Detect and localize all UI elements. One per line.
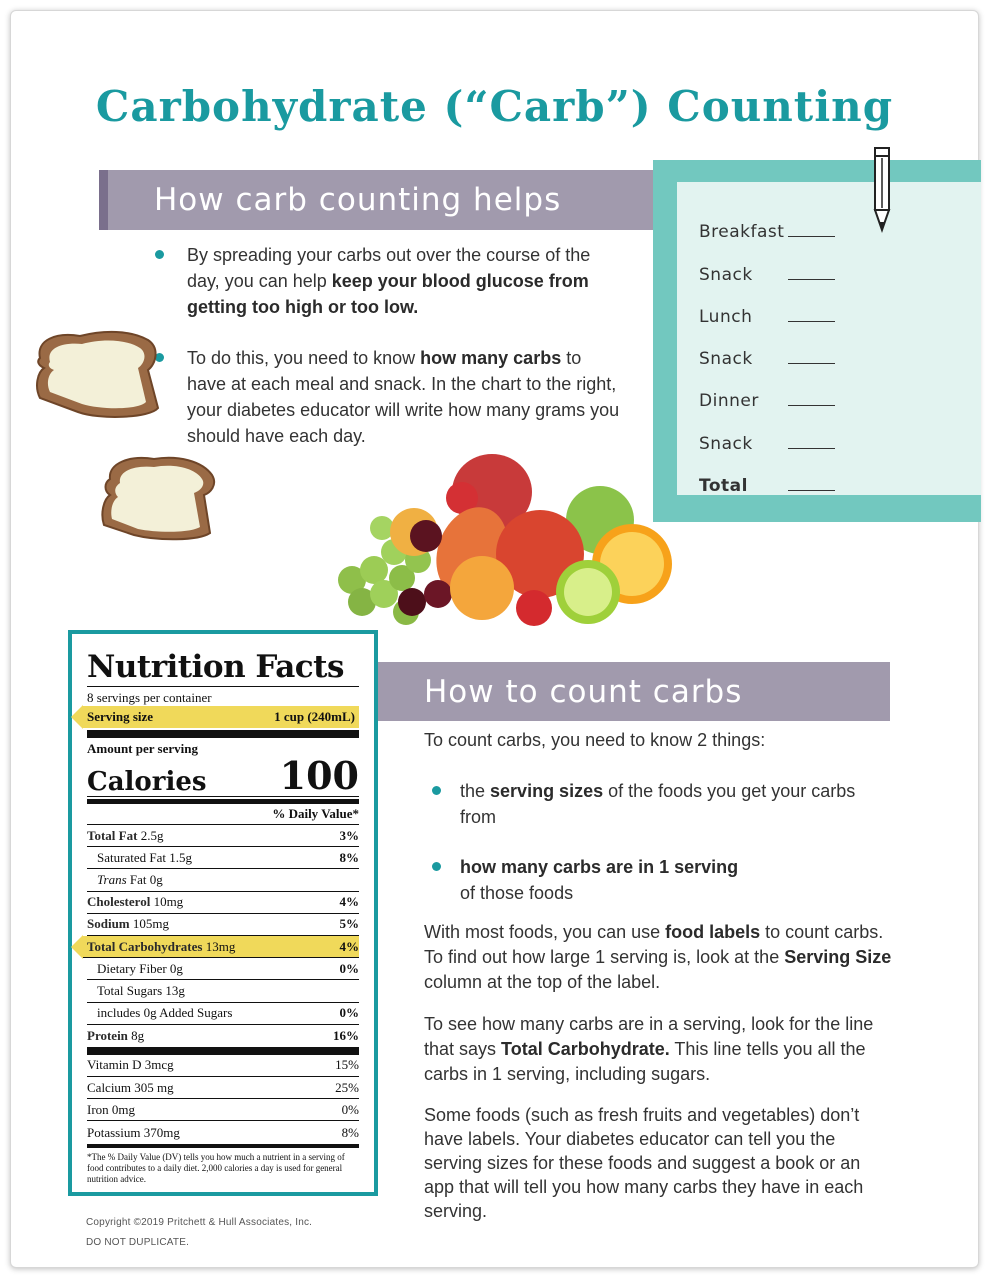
bullet-item	[155, 345, 625, 449]
vitamin-dv: 15%	[335, 1057, 359, 1073]
vitamin-name: Vitamin D 3mcg	[87, 1057, 174, 1073]
nutrient-name: Saturated Fat	[97, 849, 166, 865]
nutrient-name: Protein	[87, 1027, 128, 1043]
bread-slice-icon	[30, 328, 160, 420]
copyright-line: Copyright ©2019 Pritchett & Hull Associates, Inc.	[86, 1217, 313, 1228]
nutrient-name: Total Fat	[87, 827, 138, 843]
meal-blank-line	[788, 279, 835, 280]
nutrient-amount: 8g	[131, 1027, 145, 1043]
highlight-arrow-icon	[71, 705, 83, 729]
paragraph-food-labels	[424, 920, 894, 995]
nutrition-facts-label	[68, 630, 378, 1196]
meal-blank-line	[788, 448, 835, 449]
strawberry-icon	[516, 590, 552, 626]
meal-row-breakfast	[699, 200, 981, 242]
nutrient-amount: 13mg	[205, 938, 236, 954]
bread-slice-icon	[98, 453, 218, 541]
paragraph-bold: Serving Size	[784, 947, 892, 967]
paragraph-text: to count carbs. To find out how large 1 serving is, look at the	[424, 922, 884, 967]
vitamin-dv: 8%	[341, 1124, 359, 1140]
nutrient-amount: 0g	[169, 960, 183, 976]
nutrient-row	[87, 825, 359, 847]
nutrient-row	[87, 980, 359, 1002]
nutrition-facts-inner	[87, 650, 359, 1185]
amount-per-serving: Amount per serving	[87, 741, 198, 756]
nutrient-name: Dietary Fiber	[97, 960, 167, 976]
nutrient-row	[87, 914, 359, 936]
nutrient-dv: 8%	[339, 849, 359, 865]
page-title: Carbohydrate (“Carb”) Counting	[95, 82, 894, 131]
nutrient-dv: 16%	[333, 1027, 359, 1043]
nutrient-dv: 4%	[339, 894, 359, 910]
nutrient-dv: 4%	[339, 938, 359, 954]
nutrient-amount: 13g	[165, 982, 185, 998]
bullet-bold-text: how many carbs	[420, 348, 562, 368]
paragraph-text: With most foods, you can use	[424, 922, 666, 942]
meal-label: Snack	[699, 264, 753, 285]
cherry-icon	[410, 520, 442, 552]
meal-row-lunch	[699, 285, 981, 327]
vitamin-row	[87, 1099, 359, 1121]
nutrient-dv: 5%	[339, 916, 359, 932]
section-heading-how-to-count-carbs: How to count carbs	[378, 662, 890, 721]
nutrient-name: Total Sugars	[97, 982, 163, 998]
paragraph-bold: food labels	[665, 922, 761, 942]
nutrient-row-total-carbohydrates	[83, 936, 359, 958]
meal-row-snack	[699, 242, 981, 284]
serving-size-row	[83, 706, 359, 728]
bullet-text: of the foods you get your carbs from	[460, 781, 856, 827]
bullet-dot-icon	[155, 250, 164, 259]
paragraph-text: This line tells you all the carbs in 1 serving, including sugars.	[424, 1039, 866, 1084]
meal-carb-chart	[653, 160, 981, 522]
vitamin-name: Potassium 370mg	[87, 1124, 180, 1140]
meal-blank-line	[788, 405, 835, 406]
meal-blank-line	[788, 363, 835, 364]
bullet-text: To do this, you need to know	[187, 348, 421, 368]
bullet-bold-text: serving sizes	[490, 781, 604, 801]
nutrient-row	[87, 869, 359, 891]
bullet-bold-text: how many carbs are in 1 serving	[460, 857, 739, 877]
cherry-icon	[424, 580, 452, 608]
meal-row-total	[699, 454, 981, 496]
nutrient-row	[87, 847, 359, 869]
serving-size-label: Serving size	[87, 709, 154, 724]
bullet-bold-text: keep your blood glucose from getting too high or too low.	[187, 271, 589, 317]
rule	[87, 730, 359, 738]
nutrient-amount: 10mg	[153, 894, 184, 910]
nutrient-amount: 1.5g	[169, 849, 192, 865]
nutrient-amount: 2.5g	[140, 827, 164, 843]
nutrient-name: Sodium	[87, 916, 130, 932]
bullet-text: to have at each meal and snack. In the chart to the right, your diabetes educator will write how many grams you should have each day.	[187, 348, 620, 446]
bullet-text: of those foods	[460, 883, 574, 903]
meal-row-dinner	[699, 369, 981, 411]
vitamin-name: Calcium 305 mg	[87, 1079, 174, 1095]
bullet-text: the	[460, 781, 491, 801]
nutrition-facts-title: Nutrition Facts	[87, 650, 359, 687]
copyright-notice: DO NOT DUPLICATE.	[86, 1237, 190, 1248]
paragraph-no-labels: Some foods (such as fresh fruits and vegetables) don’t have labels. Your diabetes educator can tell you the serving sizes for these foods and suggest a book or an app that will tell you how many carbs they have in each serving.	[424, 1105, 864, 1221]
vitamin-row	[87, 1055, 359, 1077]
nutrition-footnote: *The % Daily Value (DV) tells you how much a nutrient in a serving of food contributes to a daily diet. 2,000 calories a day is used for general nutrition advice.	[87, 1144, 359, 1185]
servings-per-container: 8 servings per container	[87, 690, 212, 705]
vitamin-dv: 25%	[335, 1079, 359, 1095]
rule	[87, 1047, 359, 1055]
nutrient-row	[87, 1025, 359, 1047]
serving-size-value: 1 cup (240mL)	[274, 709, 355, 724]
meal-row-snack	[699, 327, 981, 369]
section1-bullets	[155, 242, 625, 449]
nutrient-name: includes 0g Added Sugars	[97, 1005, 233, 1021]
pencil-icon	[868, 146, 896, 234]
nutrient-row	[87, 892, 359, 914]
meal-row-snack	[699, 411, 981, 453]
nutrient-amount: Fat 0g	[129, 871, 163, 887]
nutrient-name: Total Carbohydrates	[87, 938, 203, 954]
nutrient-name: Cholesterol	[87, 894, 151, 910]
vitamin-row	[87, 1121, 359, 1143]
nutrient-dv: 0%	[339, 1005, 359, 1021]
bullet-item	[432, 854, 872, 906]
bullet-dot-icon	[432, 862, 441, 871]
nutrient-amount: 105mg	[132, 916, 170, 932]
meal-label: Dinner	[699, 391, 759, 412]
meal-label: Total	[699, 476, 748, 497]
nutrient-row	[87, 1003, 359, 1025]
highlight-arrow-icon	[71, 935, 83, 959]
cherry-icon	[398, 588, 426, 616]
bullet-item	[155, 242, 625, 320]
daily-value-header: % Daily Value*	[87, 799, 359, 825]
vitamin-row	[87, 1077, 359, 1099]
meal-blank-line	[788, 236, 835, 237]
bullet-text: By spreading your carbs out over the course of the day, you can help	[187, 245, 591, 291]
nutrient-dv: 3%	[339, 827, 359, 843]
meal-blank-line	[788, 490, 835, 491]
paragraph-bold: Total Carbohydrate.	[501, 1039, 670, 1059]
fruit-pile-image	[322, 452, 682, 632]
bullet-dot-icon	[432, 786, 441, 795]
section2-bullets	[432, 778, 872, 906]
vitamin-name: Iron 0mg	[87, 1101, 136, 1117]
calories-label: Calories	[87, 767, 207, 797]
meal-label: Snack	[699, 433, 753, 454]
meal-label: Lunch	[699, 306, 753, 327]
nutrient-dv: 0%	[339, 960, 359, 976]
meal-label: Snack	[699, 349, 753, 370]
paragraph-text: column at the top of the label.	[424, 972, 661, 992]
meal-chart-panel	[677, 182, 981, 495]
nutrient-row	[87, 958, 359, 980]
meal-label: Breakfast	[699, 222, 785, 243]
vitamin-dv: 0%	[341, 1101, 359, 1117]
calories-row	[87, 753, 359, 798]
nutrient-name: Trans	[97, 871, 127, 887]
apricot-icon	[450, 556, 514, 620]
paragraph-text: To see how many carbs are in a serving, look for the line that says	[424, 1014, 874, 1059]
copyright	[86, 1213, 312, 1253]
calories-value: 100	[279, 753, 359, 798]
section-heading-how-carb-counting-helps: How carb counting helps	[99, 170, 654, 230]
section2-intro: To count carbs, you need to know 2 things:	[424, 730, 766, 750]
bullet-item	[432, 778, 872, 830]
meal-blank-line	[788, 321, 835, 322]
paragraph-total-carbohydrate	[424, 1012, 894, 1087]
